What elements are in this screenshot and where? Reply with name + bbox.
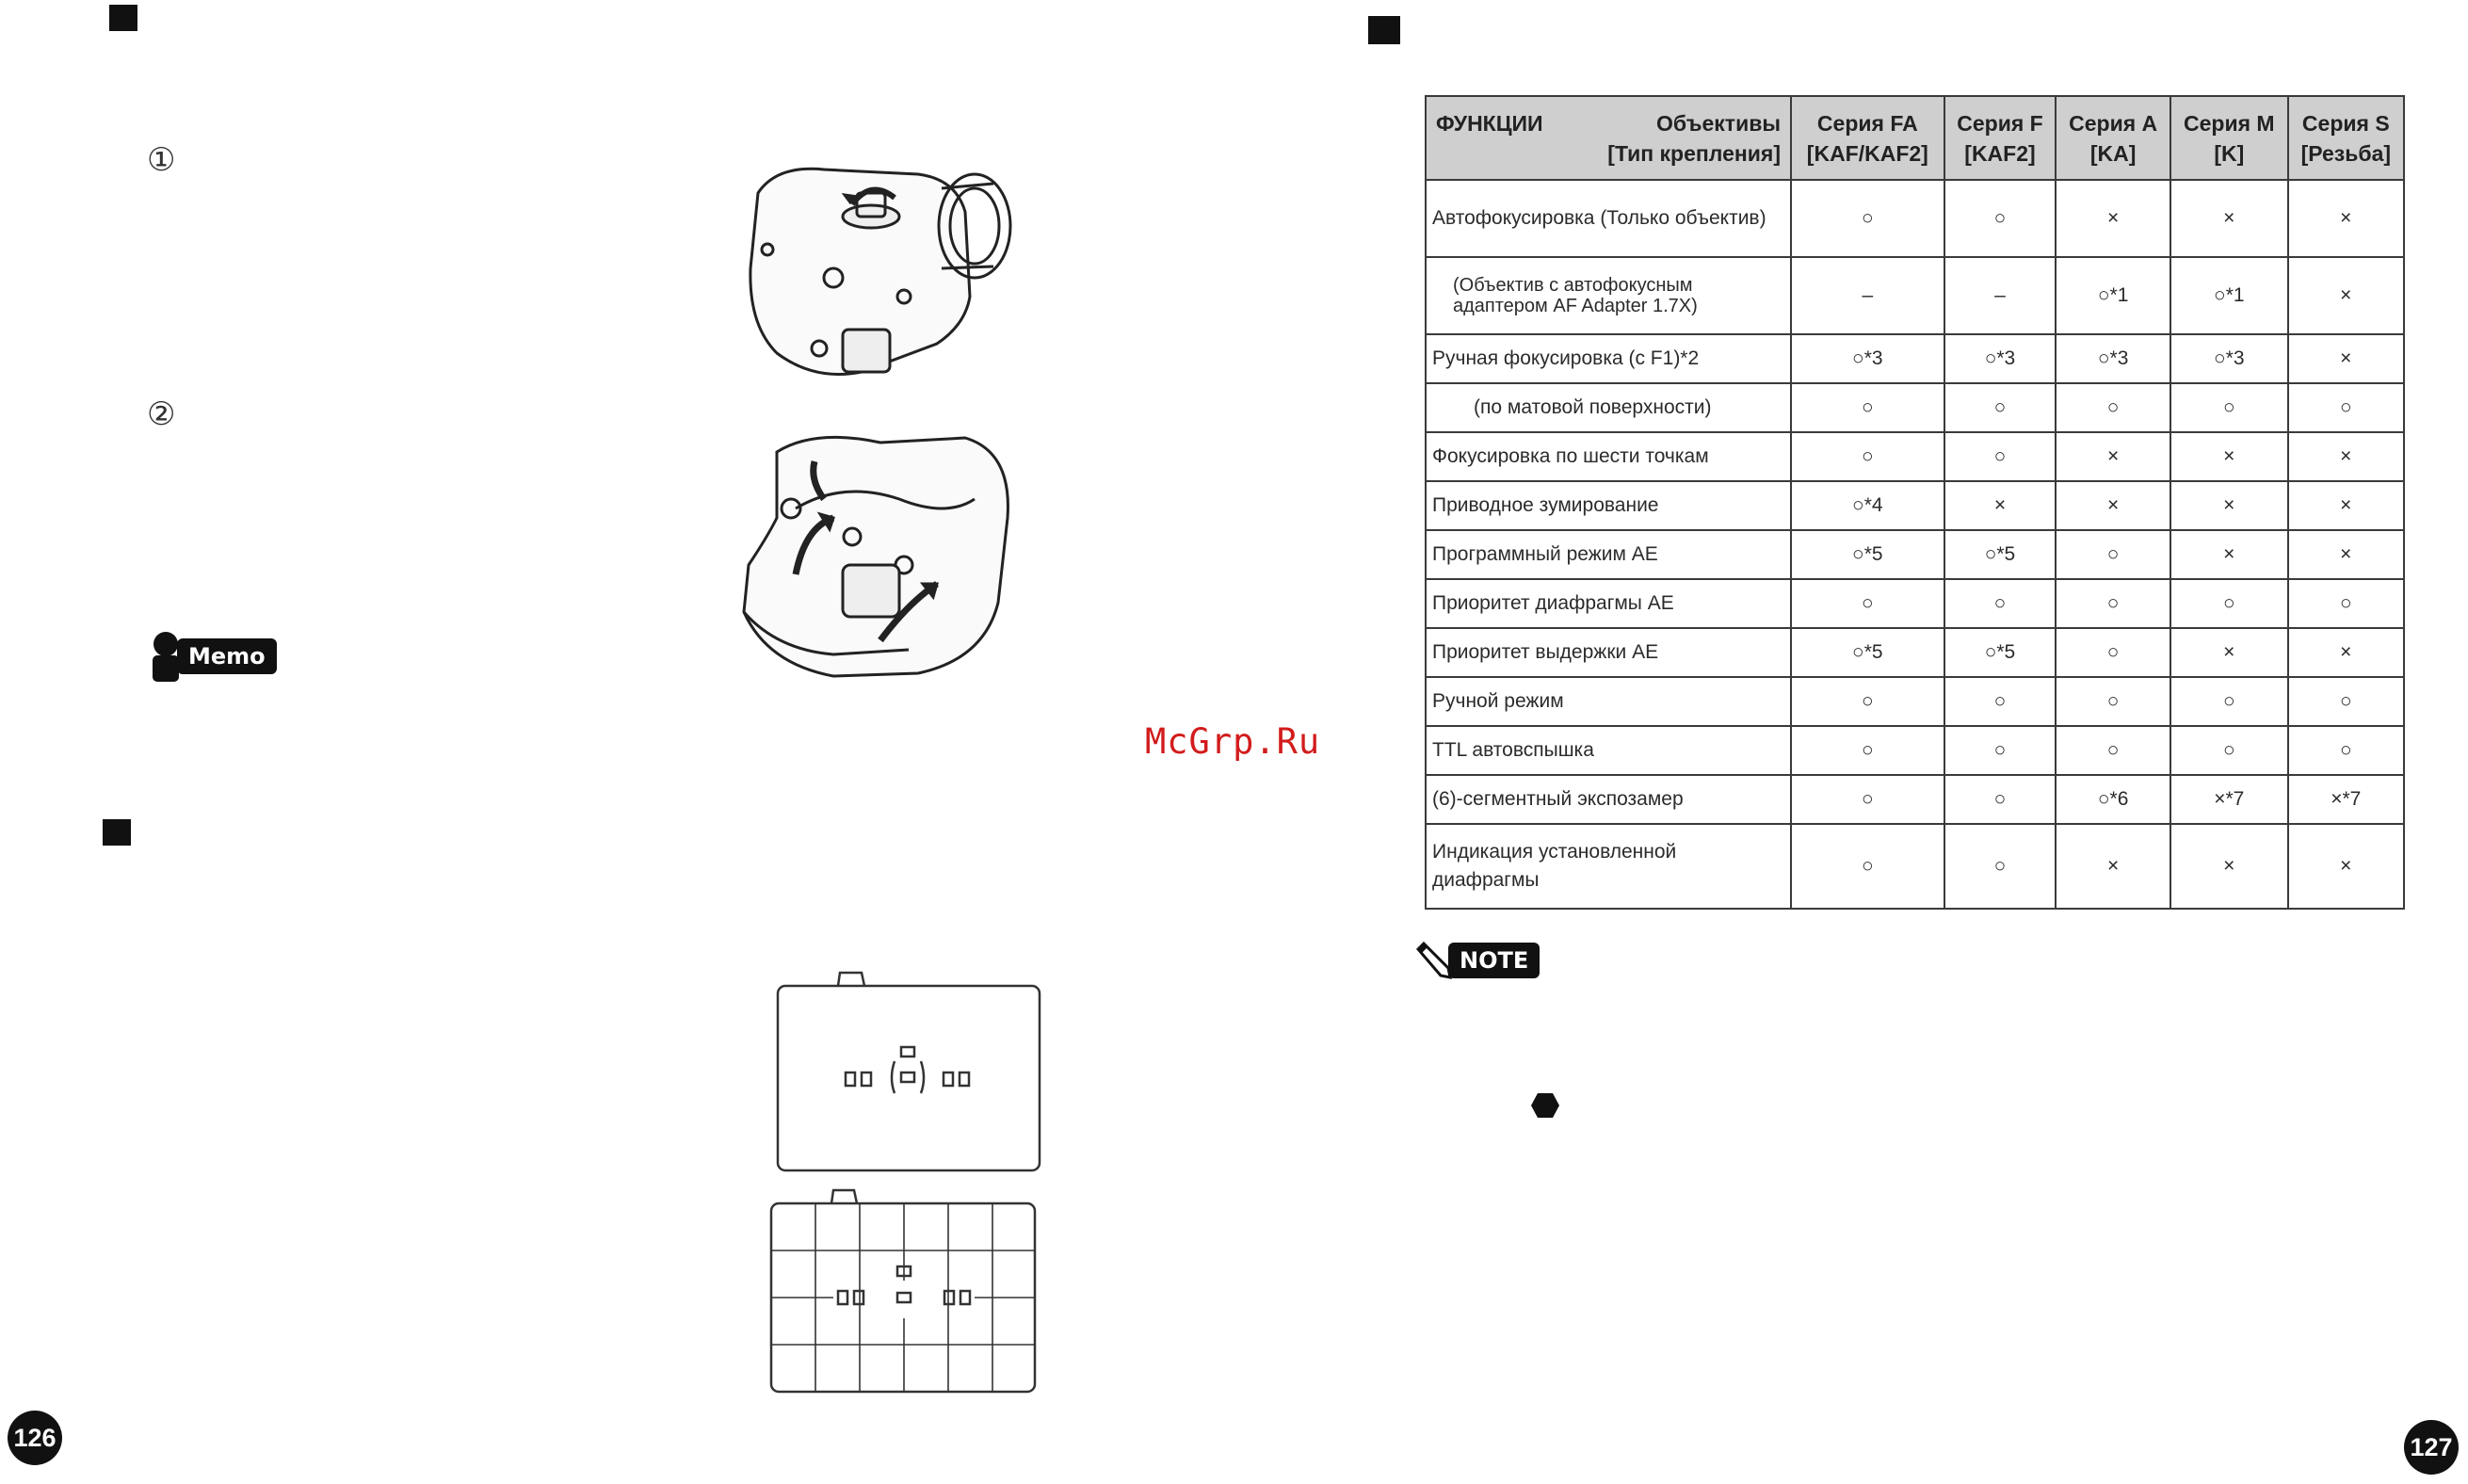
row-function: (Объектив с автофокусным адаптером AF Adapter 1.7X) xyxy=(1426,257,1791,334)
pencil-icon xyxy=(1414,942,1452,979)
table-cell: ○ xyxy=(2170,383,2288,432)
memo-label: Memo xyxy=(177,638,277,674)
header-col-m: Серия M [K] xyxy=(2170,96,2288,180)
header-col-fa: Серия FA [KAF/KAF2] xyxy=(1791,96,1944,180)
table-cell: ○*3 xyxy=(2170,334,2288,383)
table-cell: ○*3 xyxy=(1791,334,1944,383)
table-row xyxy=(1426,334,2404,383)
table-cell: × xyxy=(2170,432,2288,481)
table-cell: ○ xyxy=(2288,726,2404,775)
table-cell: × xyxy=(2170,628,2288,677)
table-row xyxy=(1426,726,2404,775)
table-cell: ○ xyxy=(1944,432,2057,481)
table-row xyxy=(1426,432,2404,481)
row-function: Программный режим АЕ xyxy=(1426,530,1791,579)
table-row xyxy=(1426,180,2404,257)
note-badge xyxy=(1414,942,1540,979)
table-cell: × xyxy=(2288,824,2404,909)
table-cell: – xyxy=(1944,257,2057,334)
table-cell: × xyxy=(2170,530,2288,579)
table-cell: ○ xyxy=(1791,677,1944,726)
table-cell: × xyxy=(2170,824,2288,909)
table-cell: ○ xyxy=(2056,726,2170,775)
row-function: Фокусировка по шести точкам xyxy=(1426,432,1791,481)
table-cell: ○ xyxy=(1791,726,1944,775)
camera-illustration-2 xyxy=(739,424,1022,683)
table-cell: ○*3 xyxy=(2056,334,2170,383)
row-function: (по матовой поверхности) xyxy=(1426,383,1791,432)
table-cell: ○ xyxy=(2056,628,2170,677)
table-cell: ○*5 xyxy=(1791,530,1944,579)
table-cell: ○ xyxy=(1791,432,1944,481)
header-lenses: Объективы xyxy=(1655,110,1781,136)
table-cell: × xyxy=(1944,481,2057,530)
table-cell: ○ xyxy=(1791,579,1944,628)
table-row xyxy=(1426,481,2404,530)
step-number-1: ① xyxy=(147,141,176,179)
table-cell: ○ xyxy=(1791,824,1944,909)
table-row xyxy=(1426,383,2404,432)
table-cell: × xyxy=(2056,432,2170,481)
table-row xyxy=(1426,677,2404,726)
table-row xyxy=(1426,257,2404,334)
table-cell: ○ xyxy=(2288,383,2404,432)
table-cell: ×*7 xyxy=(2170,775,2288,824)
table-cell: ○ xyxy=(1944,677,2057,726)
step-number-2: ② xyxy=(147,395,176,433)
table-cell: ○*5 xyxy=(1944,530,2057,579)
hexagon-bullet-icon xyxy=(1530,1092,1560,1119)
table-cell: ○ xyxy=(1944,775,2057,824)
table-cell: × xyxy=(2170,481,2288,530)
header-col-s: Серия S [Резьба] xyxy=(2288,96,2404,180)
table-cell: ○ xyxy=(2056,383,2170,432)
table-cell: × xyxy=(2056,180,2170,257)
table-cell: ○*5 xyxy=(1944,628,2057,677)
table-cell: ○ xyxy=(1944,579,2057,628)
row-function: Ручной режим xyxy=(1426,677,1791,726)
table-cell: × xyxy=(2288,257,2404,334)
page-number-left: 126 xyxy=(8,1411,62,1465)
table-cell: ○*5 xyxy=(1791,628,1944,677)
table-cell: ○ xyxy=(2170,579,2288,628)
table-cell: ○ xyxy=(2170,726,2288,775)
row-function: (6)-сегментный экспозамер xyxy=(1426,775,1791,824)
memo-badge xyxy=(147,629,277,684)
table-cell: ○ xyxy=(2056,530,2170,579)
table-cell: × xyxy=(2056,481,2170,530)
table-cell: ○*6 xyxy=(2056,775,2170,824)
function-compatibility-table xyxy=(1425,95,2405,910)
table-cell: × xyxy=(2288,628,2404,677)
table-cell: ○ xyxy=(2056,677,2170,726)
section-marker xyxy=(1368,16,1400,44)
table-row xyxy=(1426,579,2404,628)
table-cell: × xyxy=(2288,530,2404,579)
table-cell: ○ xyxy=(1791,180,1944,257)
watermark: McGrp.Ru xyxy=(1145,721,1321,762)
table-cell: ○ xyxy=(1791,383,1944,432)
table-cell: ○ xyxy=(2288,579,2404,628)
row-function: Ручная фокусировка (с F1)*2 xyxy=(1426,334,1791,383)
row-function: Приводное зумирование xyxy=(1426,481,1791,530)
table-cell: ○ xyxy=(1791,775,1944,824)
header-col-a: Серия A [KA] xyxy=(2056,96,2170,180)
header-functions: ФУНКЦИИ xyxy=(1436,110,1543,136)
focusing-screen-diagram-2 xyxy=(767,1186,1040,1398)
table-row xyxy=(1426,530,2404,579)
table-cell: ○ xyxy=(2056,579,2170,628)
table-cell: ○*1 xyxy=(2056,257,2170,334)
table-cell: ○*3 xyxy=(1944,334,2057,383)
header-mount-type: [Тип крепления] xyxy=(1607,140,1781,166)
table-cell: × xyxy=(2288,180,2404,257)
note-label: NOTE xyxy=(1448,943,1540,978)
table-row xyxy=(1426,628,2404,677)
table-cell: ○ xyxy=(1944,824,2057,909)
table-row xyxy=(1426,824,2404,909)
row-function: Автофокусировка (Только объектив) xyxy=(1426,180,1791,257)
table-cell: ○*1 xyxy=(2170,257,2288,334)
row-function: Приоритет диафрагмы АЕ xyxy=(1426,579,1791,628)
row-function: Индикация установленной диафрагмы xyxy=(1426,824,1791,909)
table-cell: × xyxy=(2056,824,2170,909)
page-number-right: 127 xyxy=(2404,1420,2459,1475)
table-cell: ○ xyxy=(2170,677,2288,726)
section-marker xyxy=(103,819,131,846)
table-cell: × xyxy=(2288,481,2404,530)
table-cell: ○ xyxy=(1944,383,2057,432)
table-row xyxy=(1426,775,2404,824)
table-cell: ○*4 xyxy=(1791,481,1944,530)
table-cell: ×*7 xyxy=(2288,775,2404,824)
table-header-row xyxy=(1426,96,2404,180)
row-function: TTL автовспышка xyxy=(1426,726,1791,775)
camera-illustration-1 xyxy=(739,155,1022,405)
header-corner-cell xyxy=(1426,96,1791,180)
header-col-f: Серия F [KAF2] xyxy=(1944,96,2057,180)
table-cell: ○ xyxy=(1944,726,2057,775)
table-cell: ○ xyxy=(2288,677,2404,726)
row-function: Приоритет выдержки АЕ xyxy=(1426,628,1791,677)
focusing-screen-diagram-1 xyxy=(772,965,1045,1177)
table-cell: ○ xyxy=(1944,180,2057,257)
table-cell: × xyxy=(2170,180,2288,257)
table-cell: × xyxy=(2288,334,2404,383)
table-cell: × xyxy=(2288,432,2404,481)
table-cell: – xyxy=(1791,257,1944,334)
section-marker xyxy=(109,5,137,31)
